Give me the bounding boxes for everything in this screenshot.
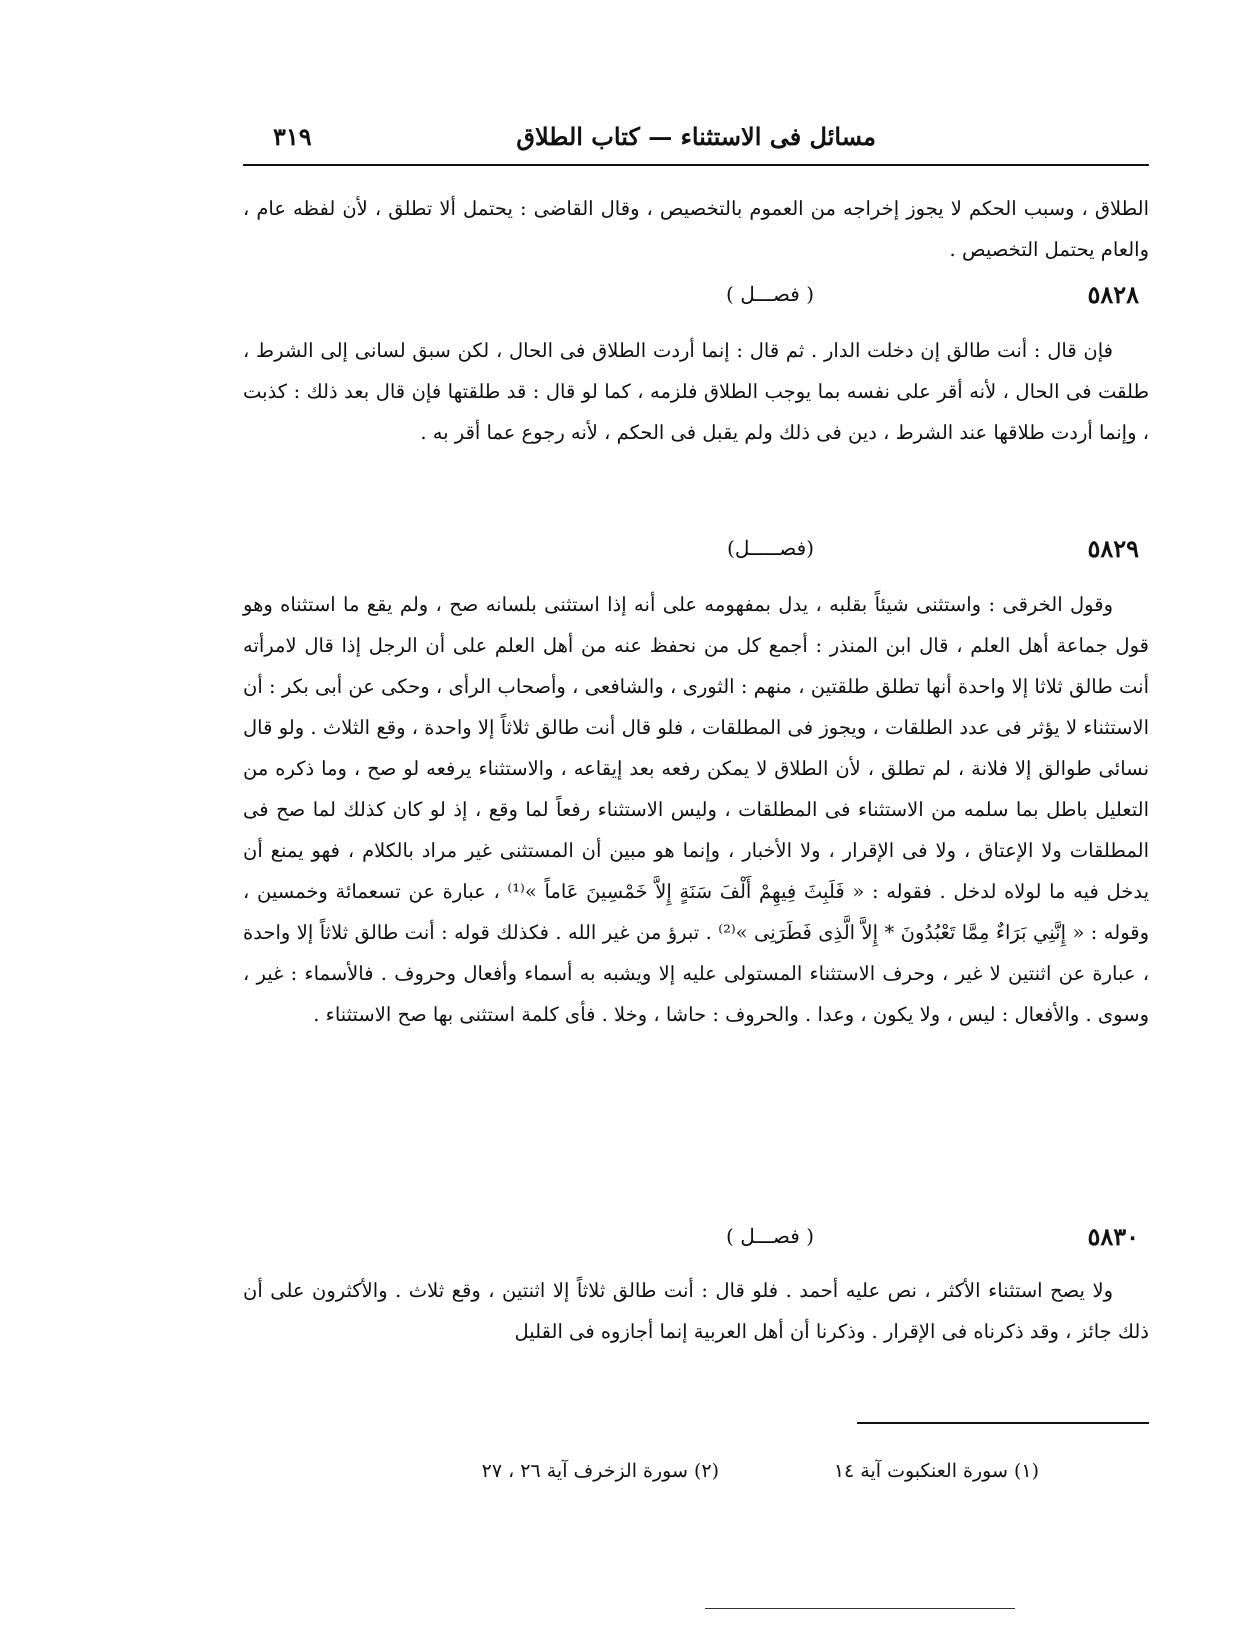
section-header-5828 [243,280,1149,320]
footnote-divider [857,1422,1149,1424]
section-body-5828 [243,330,1149,453]
page-header [243,118,1149,158]
footnote-2: (٢) سورة الزخرف آية ٢٦ ، ٢٧ [481,1460,719,1482]
paragraph: ولا يصح استثناء الأكثر ، نص عليه أحمد . فلو قال : أنت طالق ثلاثاً إلا اثنتين ، وقع ثلاث . والأكثرون على أن ذلك جائز ، وقد ذكرناه فى الإقرار . وذكرنا أن أهل العربية إنما أجازوه فى القليل [243,1279,1149,1343]
section-header-5829 [243,534,1149,574]
section-label: ( فصـــل ) [726,282,814,306]
footnote-1: (١) سورة العنكبوت آية ١٤ [833,1460,1039,1482]
section-label: ( فصـــل ) [726,1224,814,1248]
section-number: ٥٨٢٨ [1087,280,1139,309]
paragraph: فإن قال : أنت طالق إن دخلت الدار . ثم قال : إنما أردت الطلاق فى الحال ، لكن سبق لسانى إلى الشرط ، طلقت فى الحال ، لأنه أقر على نفسه بما يوجب الطلاق فلزمه ، كما لو قال : قد طلقتها فإن قال بعد ذلك : كذبت ، وإنما أردت طلاقها عند الشرط ، دين فى ذلك ولم يقبل فى الحكم ، لأنه رجوع عما أقر به . [243,339,1149,444]
section-number: ٥٨٣٠ [1087,1222,1139,1251]
page-number: ٣١٩ [273,122,312,151]
intro-text-block [243,188,1149,270]
intro-paragraph: الطلاق ، وسبب الحكم لا يجوز إخراجه من العموم بالتخصيص ، وقال القاضى : يحتمل ألا تطلق ، لأن لفظه عام ، والعام يحتمل التخصيص . [243,197,1149,261]
section-body-5829 [243,584,1149,1035]
section-body-5830 [243,1270,1149,1352]
bottom-divider [705,1608,1015,1609]
footnotes [243,1460,1149,1500]
section-header-5830 [243,1222,1149,1262]
section-label: (فصـــــل) [727,536,814,560]
header-divider [243,164,1149,166]
section-number: ٥٨٢٩ [1087,534,1139,563]
paragraph: وقول الخرقى : واستثنى شيئاً بقلبه ، يدل بمفهومه على أنه إذا استثنى بلسانه صح ، ولم يقع ما استثناه وهو قول جماعة أهل العلم ، قال ابن المنذر : أجمع كل من نحفظ عنه من أهل العلم على أن الرجل إذا قال لامرأته أنت طالق ثلاثا إلا واحدة أنها تطلق طلقتين ، منهم : الثورى ، والشافعى ، وأصحاب الرأى ، وحكى عن أبى بكر : أن الاستثناء لا يؤثر فى عدد الطلقات ، ويجوز فى المطلقات ، فلو قال أنت طالق ثلاثاً إلا واحدة ، وقع الثلاث . ولو قال نسائى طوالق إلا فلانة ، لم تطلق ، لأن الطلاق لا يمكن رفعه بعد إيقاعه ، والاستثناء يرفعه لو صح ، وما ذكره من التعليل باطل بما سلمه من الاستثناء فى المطلقات ، وليس الاستثناء رفعاً لما وقع ، إذ لو كان كذلك لما صح فى المطلقات ولا الإعتاق ، ولا فى الإقرار ، ولا الأخبار ، وإنما هو مبين أن المستثنى غير مراد بالكلام ، فهو يمنع أن يدخل فيه ما لولاه لدخل . فقوله : « فَلَبِثَ فِيهِمْ أَلْفَ سَنَةٍ إِلاَّ خَمْسِينَ عَاماً »⁽¹⁾ ، عبارة عن تسعمائة وخمسين ، وقوله : « إِنَّنِي بَرَاءٌ مِمَّا تَعْبُدُونَ * إِلاَّ الَّذِى فَطَرَنِى »⁽²⁾ . تبرؤ من غير الله . فكذلك قوله : أنت طالق ثلاثاً إلا واحدة ، عبارة عن اثنتين لا غير ، وحرف الاستثناء المستولى عليه إلا ويشبه به أسماء وأفعال وحروف . فالأسماء : غير ، وسوى . والأفعال : ليس ، ولا يكون ، وعدا . والحروف : حاشا ، وخلا . فأى كلمة استثنى بها صح الاستثناء . [243,593,1150,1026]
header-title: مسائل فى الاستثناء — كتاب الطلاق [516,122,876,151]
